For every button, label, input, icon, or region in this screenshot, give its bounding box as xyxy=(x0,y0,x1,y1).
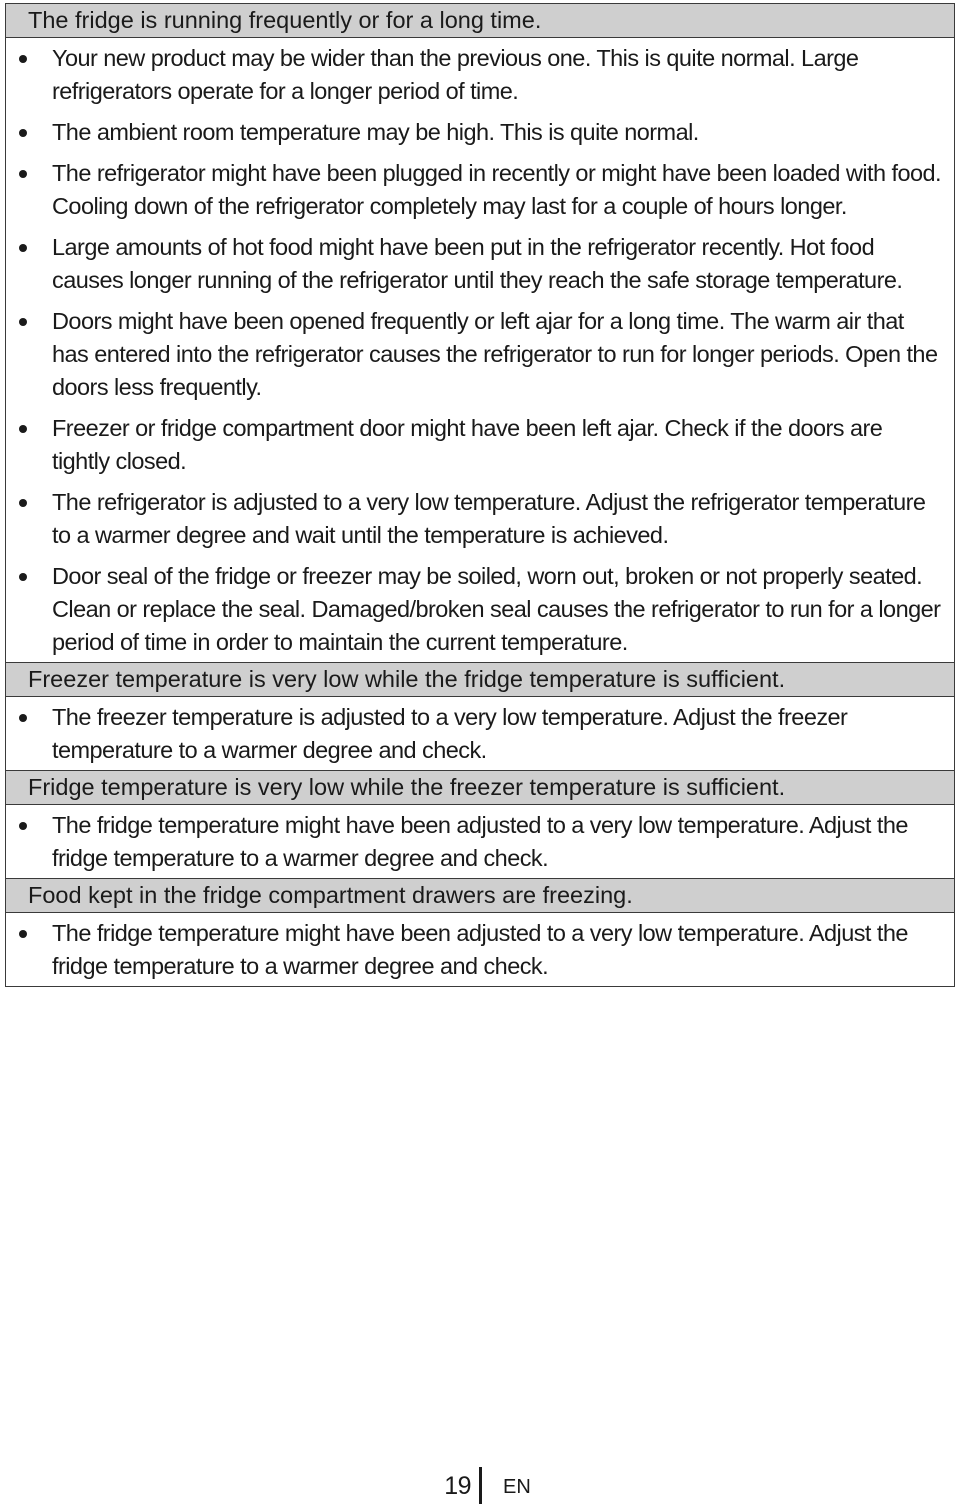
list-item-text: The fridge temperature might have been adjusted to a very low temperature. Adjust the fridge temperature to a warmer degree and check. xyxy=(52,920,908,979)
list-item xyxy=(6,412,954,478)
bullet-icon xyxy=(19,170,27,178)
list-item xyxy=(6,231,954,297)
list-item xyxy=(6,157,954,223)
section-body xyxy=(6,697,954,771)
page-number: 19 xyxy=(444,1472,471,1500)
list-item-text: Freezer or fridge compartment door might have been left ajar. Check if the doors are tightly closed. xyxy=(52,415,883,474)
list-item-text: The refrigerator might have been plugged in recently or might have been loaded with food. Cooling down of the refrigerator completely may last for a couple of hours longer. xyxy=(52,160,942,219)
bullet-icon xyxy=(19,573,27,581)
list-item-text: The fridge temperature might have been adjusted to a very low temperature. Adjust the fridge temperature to a warmer degree and check. xyxy=(52,812,908,871)
list-item-text: Doors might have been opened frequently or left ajar for a long time. The warm air that has entered into the refrigerator causes the refrigerator to run for longer periods. Open the doors less frequently. xyxy=(52,308,938,400)
bullet-icon xyxy=(19,129,27,137)
bullet-icon xyxy=(19,318,27,326)
section-heading: The fridge is running frequently or for a long time. xyxy=(6,4,954,38)
list-item-text: Door seal of the fridge or freezer may be soiled, worn out, broken or not properly seated. Clean or replace the seal. Damaged/broken seal causes the refrigerator to run for a longer period of time in order to maintain the current temperature. xyxy=(52,563,941,655)
bullet-icon xyxy=(19,930,27,938)
list-item-text: Large amounts of hot food might have been put in the refrigerator recently. Hot food causes longer running of the refrigerator until they reach the safe storage temperature. xyxy=(52,234,903,293)
section-body xyxy=(6,38,954,663)
bullet-icon xyxy=(19,244,27,252)
list-item xyxy=(6,917,954,983)
section-heading: Food kept in the fridge compartment drawers are freezing. xyxy=(6,879,954,913)
page-footer xyxy=(0,1467,960,1507)
section-heading: Fridge temperature is very low while the freezer temperature is sufficient. xyxy=(6,771,954,805)
list-item xyxy=(6,42,954,108)
bullet-icon xyxy=(19,55,27,63)
section-freezer-very-low xyxy=(6,663,954,771)
footer-divider xyxy=(479,1467,482,1504)
section-body xyxy=(6,913,954,987)
language-code: EN xyxy=(503,1476,531,1498)
list-item xyxy=(6,116,954,149)
list-item xyxy=(6,809,954,875)
section-fridge-running-long xyxy=(6,4,954,663)
section-drawers-freezing xyxy=(6,879,954,987)
bullet-icon xyxy=(19,425,27,433)
section-fridge-very-low xyxy=(6,771,954,879)
list-item xyxy=(6,305,954,404)
list-item-text: The freezer temperature is adjusted to a very low temperature. Adjust the freezer temperature to a warmer degree and check. xyxy=(52,704,848,763)
list-item xyxy=(6,560,954,659)
list-item-text: The ambient room temperature may be high. This is quite normal. xyxy=(52,119,699,145)
bullet-icon xyxy=(19,714,27,722)
list-item-text: Your new product may be wider than the previous one. This is quite normal. Large refrigerators operate for a longer period of time. xyxy=(52,45,859,104)
troubleshooting-table xyxy=(5,3,955,987)
list-item xyxy=(6,486,954,552)
bullet-icon xyxy=(19,499,27,507)
section-heading: Freezer temperature is very low while the fridge temperature is sufficient. xyxy=(6,663,954,697)
section-body xyxy=(6,805,954,879)
list-item-text: The refrigerator is adjusted to a very low temperature. Adjust the refrigerator temperature to a warmer degree and wait until the temperature is achieved. xyxy=(52,489,926,548)
bullet-icon xyxy=(19,822,27,830)
list-item xyxy=(6,701,954,767)
